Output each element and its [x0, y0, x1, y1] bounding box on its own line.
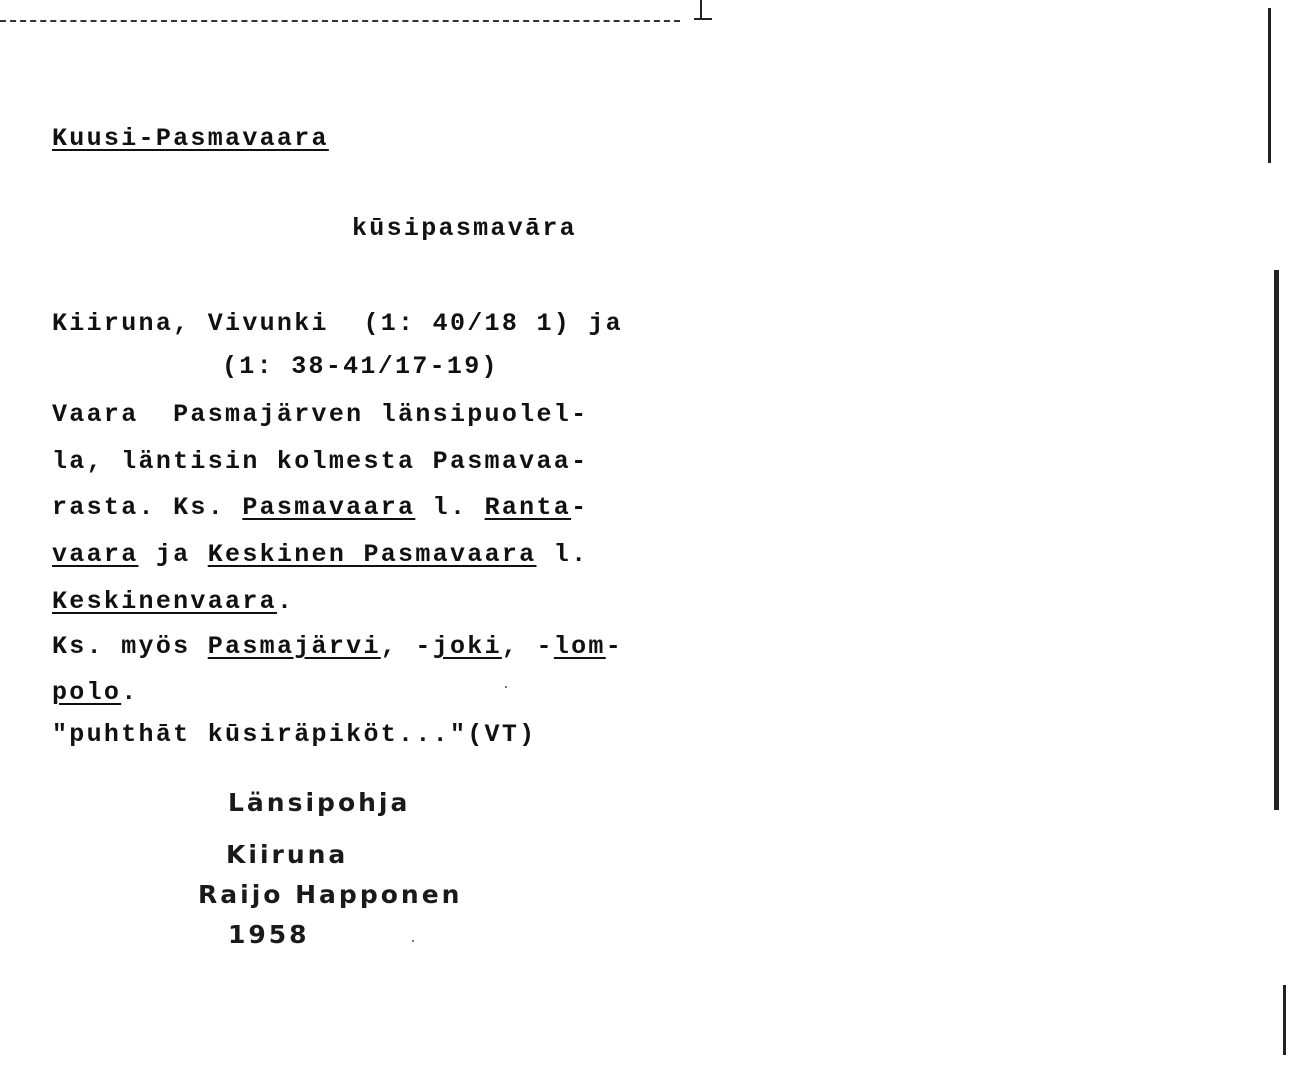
- description-line: [52, 632, 623, 662]
- location-line-2: (1: 38-41/17-19): [222, 352, 499, 381]
- top-corner-mark: [700, 0, 702, 18]
- text-segment: Ks. myös: [52, 632, 208, 661]
- top-corner-mark-base: [694, 18, 712, 20]
- stamp-collector: Raijo Happonen: [198, 880, 463, 909]
- text-segment: l.: [415, 493, 485, 522]
- description-line: [52, 720, 536, 750]
- card-edge-line: [1268, 8, 1271, 163]
- stamp-region: Länsipohja: [228, 788, 411, 817]
- pronunciation: kūsipasmavāra: [352, 214, 577, 243]
- cross-reference: Keskinen Pasmavaara: [207, 540, 537, 569]
- top-rule: [0, 20, 680, 22]
- cross-reference: Keskinenvaara: [52, 587, 277, 616]
- description-line: [52, 447, 588, 477]
- card-edge-line: [1274, 270, 1279, 810]
- text-segment: .: [276, 587, 295, 616]
- text-segment: , -: [380, 632, 433, 661]
- text-segment: l.: [536, 540, 589, 569]
- card-title: Kuusi-Pasmavaara: [52, 124, 329, 153]
- cross-reference: lom: [553, 632, 606, 661]
- cross-reference: polo: [52, 678, 122, 707]
- stamp-year: 1958: [228, 920, 310, 949]
- text-segment: rasta. Ks.: [52, 493, 243, 522]
- description-line: [52, 400, 588, 430]
- stamp-parish: Kiiruna: [226, 840, 349, 869]
- description-line: [52, 678, 139, 708]
- speck: [505, 686, 507, 688]
- cross-reference: joki: [432, 632, 502, 661]
- text-segment: .: [121, 678, 139, 707]
- location-line-1: Kiiruna, Vivunki (1: 40/18 1) ja: [52, 309, 623, 338]
- cross-reference: Pasmajärvi: [207, 632, 381, 661]
- text-segment: , -: [501, 632, 554, 661]
- text-segment: la, läntisin kolmesta Pasmavaa-: [52, 447, 589, 476]
- cross-reference: Ranta: [484, 493, 572, 522]
- text-segment: -: [571, 493, 589, 522]
- description-line: [52, 587, 294, 617]
- text-segment: -: [605, 632, 624, 661]
- description-line: [52, 493, 588, 523]
- text-segment: "puhthāt kūsiräpiköt..."(VT): [52, 720, 537, 749]
- description-line: [52, 540, 588, 570]
- card-edge-line: [1283, 985, 1286, 1055]
- cross-reference: vaara: [52, 540, 139, 569]
- text-segment: Vaara Pasmajärven länsipuolel-: [52, 400, 589, 429]
- cross-reference: Pasmavaara: [242, 493, 416, 522]
- text-segment: ja: [138, 540, 208, 569]
- speck: [412, 940, 414, 942]
